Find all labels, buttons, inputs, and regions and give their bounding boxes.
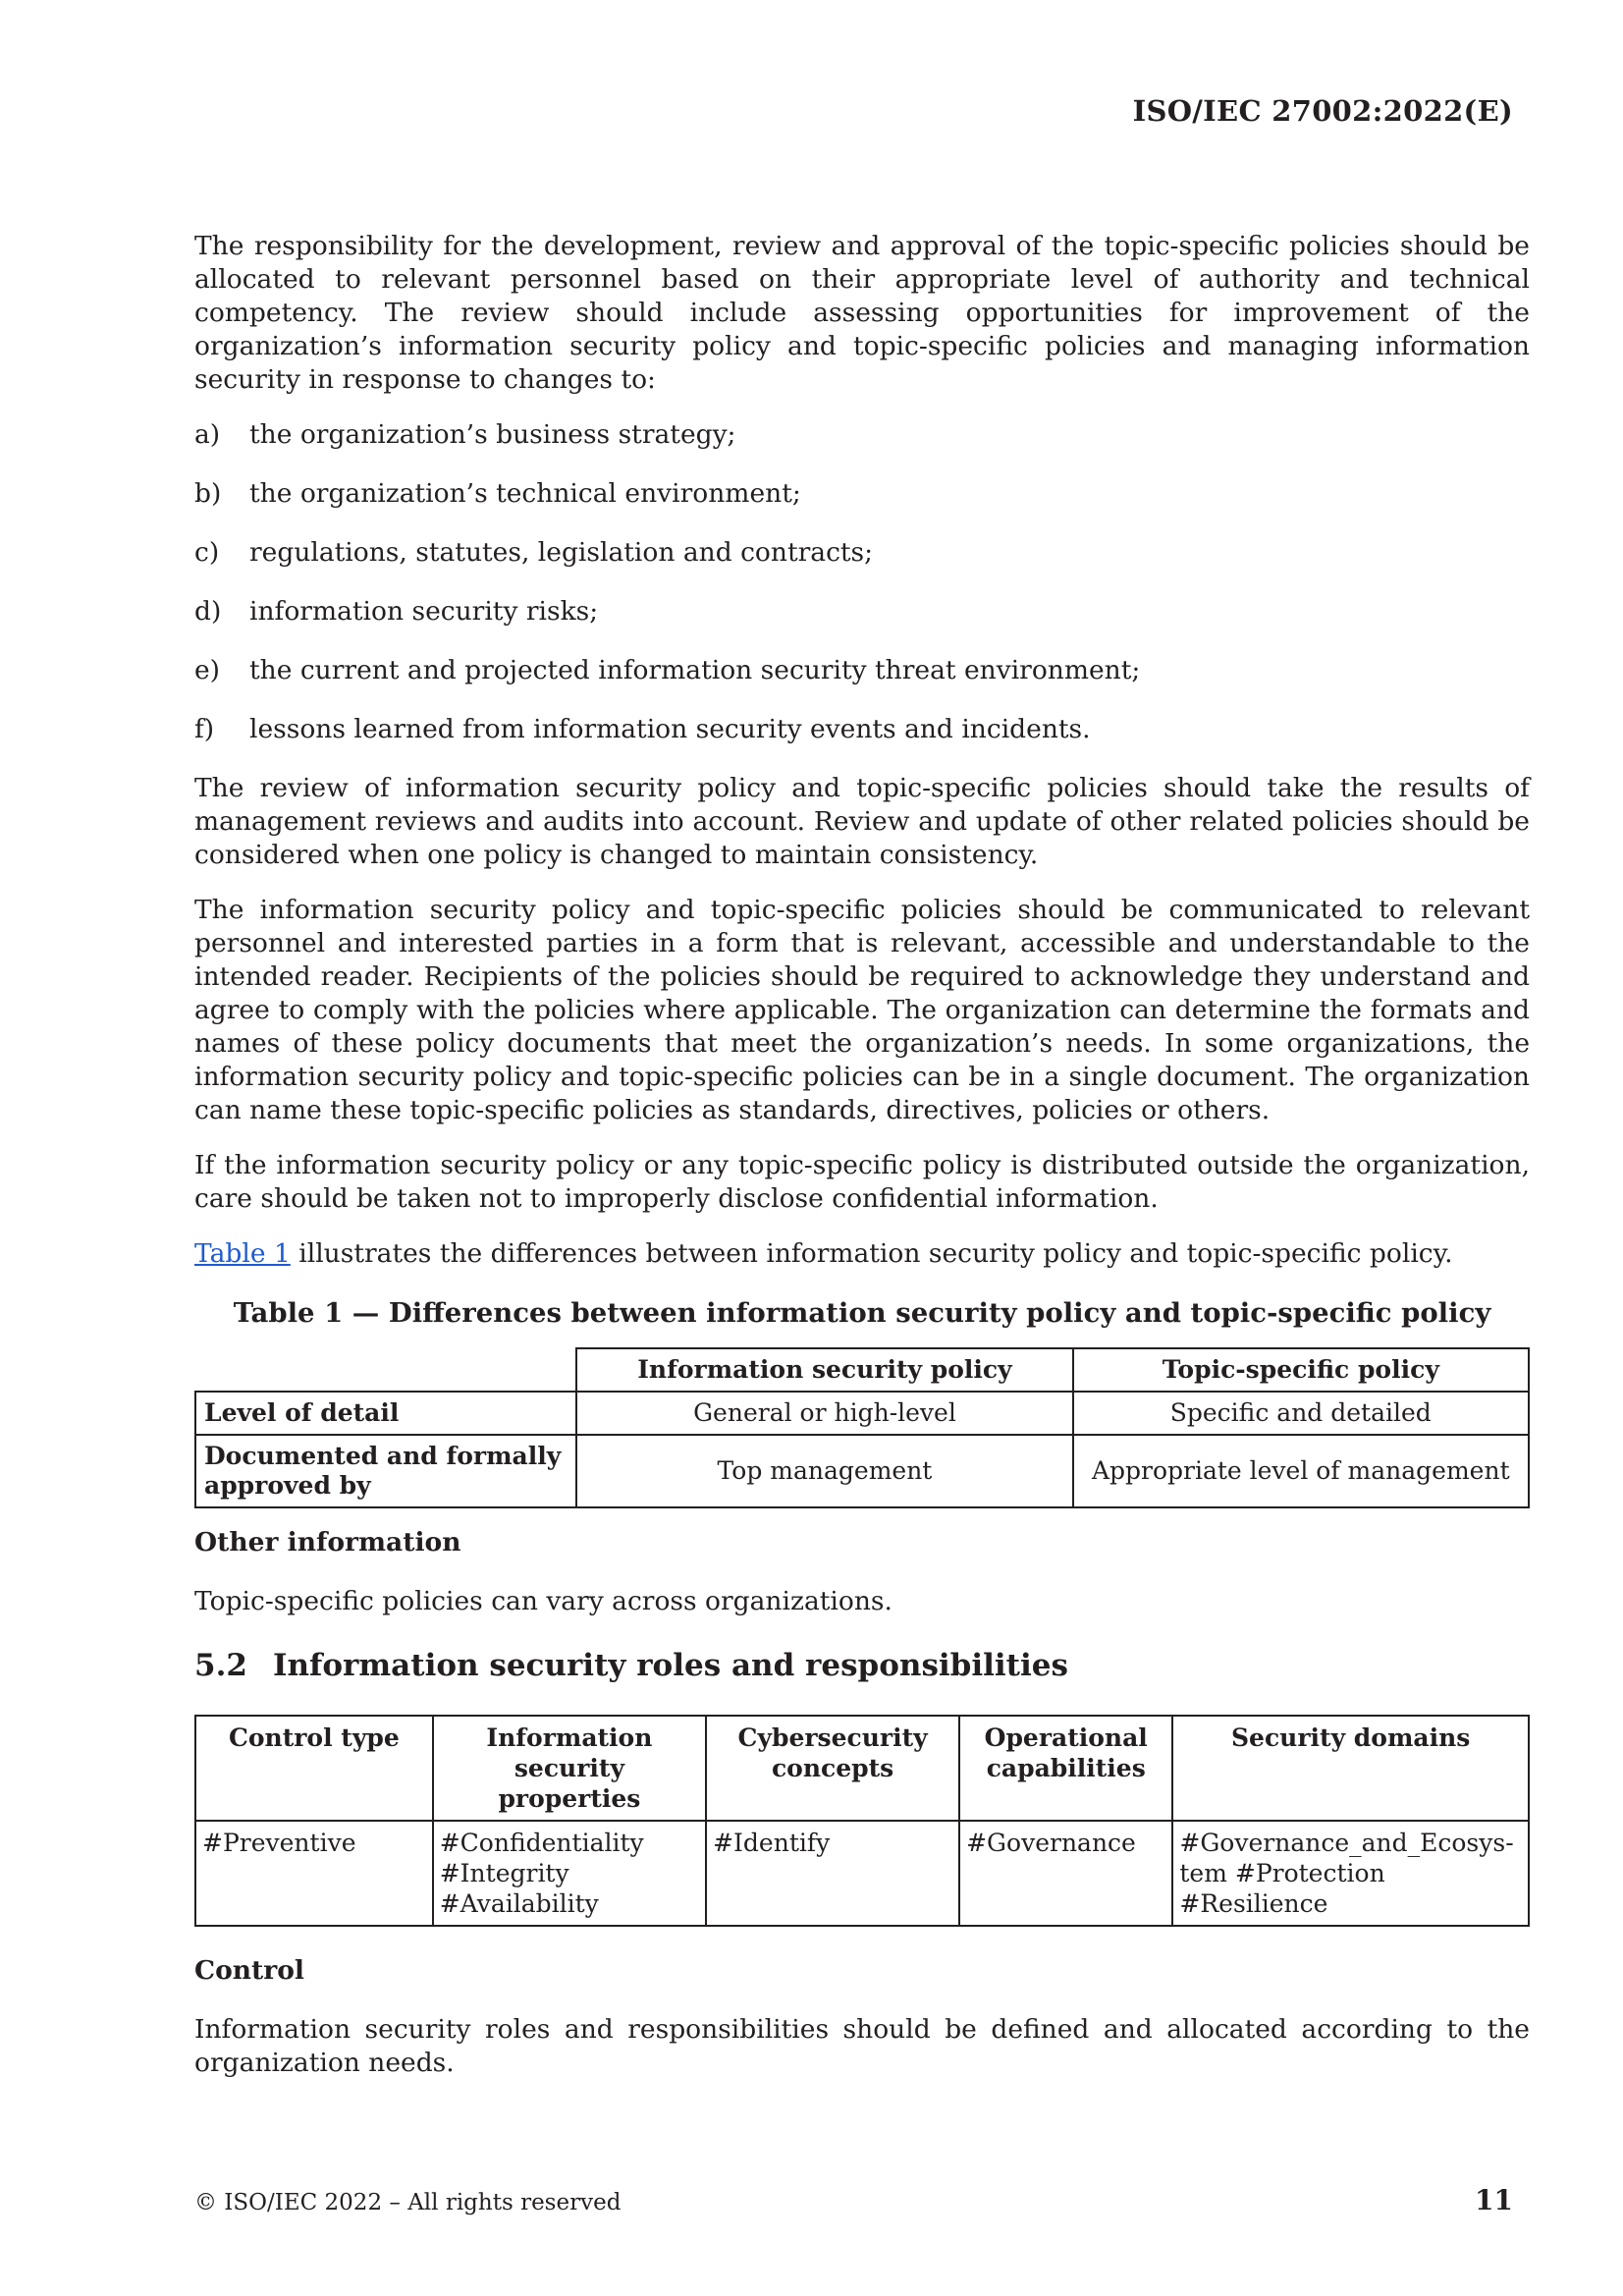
list-marker: d) — [194, 596, 222, 627]
row-header: Level of detail — [195, 1392, 576, 1435]
other-information-heading: Other information — [194, 1527, 461, 1558]
table-cell: #Governance — [959, 1821, 1172, 1926]
empty-header-cell — [195, 1348, 576, 1392]
list-item — [194, 477, 1530, 511]
column-header: Information security properties — [433, 1716, 706, 1821]
table-cell: #Preventive — [195, 1821, 433, 1926]
list-item — [194, 536, 1530, 570]
list-item — [194, 713, 1530, 746]
column-header: Information security policy — [576, 1348, 1072, 1392]
policy-differences-table — [194, 1347, 1530, 1508]
table-header-row — [195, 1348, 1529, 1392]
change-list — [194, 418, 1530, 746]
column-header: Cybersecurity concepts — [706, 1716, 959, 1821]
table-reference-text: illustrates the differences between information security policy and topic-specific policy. — [290, 1238, 1453, 1269]
table-row — [195, 1435, 1529, 1507]
table-1-link[interactable]: Table 1 — [194, 1238, 291, 1269]
table-row — [195, 1821, 1529, 1926]
control-text: Information security roles and responsibilities should be defined and allocated according to the organization needs. — [194, 2014, 1530, 2078]
column-header: Security domains — [1172, 1716, 1529, 1821]
list-item-text: regulations, statutes, legislation and contracts; — [249, 537, 874, 568]
list-marker: e) — [194, 655, 221, 685]
table-row — [195, 1392, 1529, 1435]
table-cell: #Governance_and_Ecosystem #Protection #Resilience — [1172, 1821, 1529, 1926]
column-header: Control type — [195, 1716, 433, 1821]
column-header: Topic-specific policy — [1073, 1348, 1529, 1392]
row-header: Documented and formally approved by — [195, 1435, 576, 1507]
review-paragraph: The review of information security policy and topic-specific policies should take the results of management reviews and audits into account. Review and update of other related policies should be considered when one policy is changed to maintain consistency. — [194, 773, 1530, 870]
table-cell: #Identify — [706, 1821, 959, 1926]
control-attributes-table — [194, 1715, 1530, 1927]
distribution-paragraph: If the information security policy or any topic-specific policy is distributed outside the organization, care should be taken not to improperly disclose confidential information. — [194, 1150, 1530, 1214]
section-title: Information security roles and responsibilities — [273, 1648, 1068, 1683]
table-cell: #Confidentiality #Integrity #Availability — [433, 1821, 706, 1926]
control-heading: Control — [194, 1955, 304, 1986]
list-item-text: information security risks; — [249, 596, 599, 627]
intro-paragraph: The responsibility for the development, review and approval of the topic-specific policies should be allocated to relevant personnel based on their appropriate level of authority and technical competency. The review should include assessing opportunities for improvement of the organization’s information security policy and topic-specific policies and managing information security in response to changes to: — [194, 231, 1530, 395]
list-marker: b) — [194, 478, 222, 509]
list-marker: a) — [194, 419, 221, 450]
column-header: Operational capabilities — [959, 1716, 1172, 1821]
table-cell: Top management — [576, 1435, 1072, 1507]
table-1-caption: Table 1 — Differences between information security policy and topic-specific policy — [233, 1297, 1491, 1329]
list-marker: f) — [194, 714, 215, 744]
copyright-footer: © ISO/IEC 2022 – All rights reserved — [194, 2190, 622, 2215]
communication-paragraph: The information security policy and topic-specific policies should be communicated to relevant personnel and interested parties in a form that is relevant, accessible and understandable to the intended reader. Recipients of the policies should be required to acknowledge they understand and agree to comply with the policies where applicable. The organization can determine the formats and names of these policy documents that meet the organization’s needs. In some organizations, the information security policy and topic-specific policies can be in a single document. The organization can name these topic-specific policies as standards, directives, policies or others. — [194, 895, 1530, 1125]
list-item — [194, 595, 1530, 629]
list-item — [194, 418, 1530, 452]
other-information-text: Topic-specific policies can vary across organizations. — [194, 1586, 893, 1616]
table-header-row — [195, 1716, 1529, 1821]
table-reference-paragraph — [194, 1237, 1530, 1271]
table-cell: General or high-level — [576, 1392, 1072, 1435]
table-cell: Appropriate level of management — [1073, 1435, 1529, 1507]
page-content — [194, 230, 1530, 2102]
list-item — [194, 654, 1530, 687]
table-cell: Specific and detailed — [1073, 1392, 1529, 1435]
list-item-text: the organization’s technical environment; — [249, 478, 801, 509]
document-id-header: ISO/IEC 27002:2022(E) — [1132, 94, 1513, 128]
section-heading — [194, 1648, 1530, 1683]
list-item-text: the organization’s business strategy; — [249, 419, 736, 450]
section-number: 5.2 — [194, 1648, 247, 1683]
list-item-text: lessons learned from information security events and incidents. — [249, 714, 1091, 744]
list-marker: c) — [194, 537, 220, 568]
list-item-text: the current and projected information security threat environment; — [249, 655, 1141, 685]
page-number: 11 — [1475, 2184, 1513, 2216]
